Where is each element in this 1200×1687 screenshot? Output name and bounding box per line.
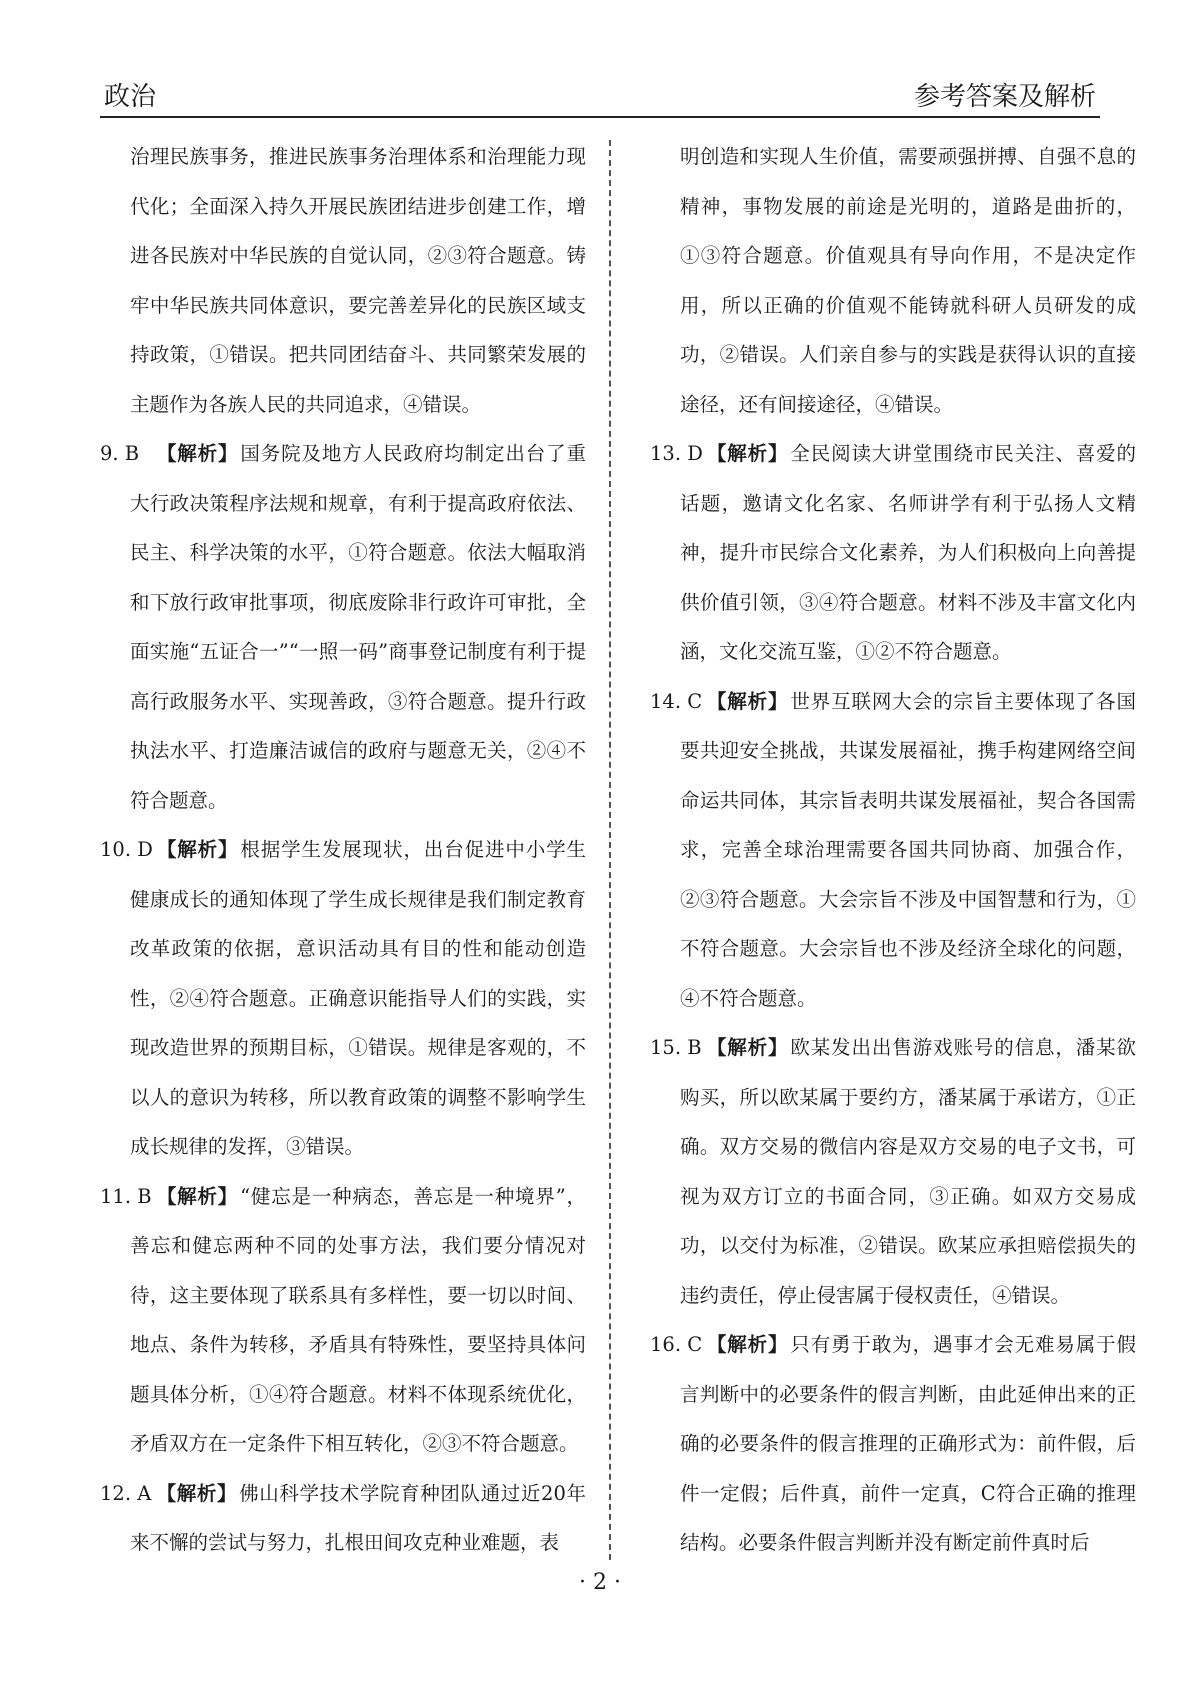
analysis-text: 国务院及地方人民政府均制定出台了重大行政决策程序法规和规章，有利于提高政府依法、民主、科学决策的水平，①符合题意。依法大幅取消和下放行政审批事项，彻底废除非行政许可审批，全面实施“五证合一”“一照一码”商事登记制度有利于提高行政服务水平、实现善政，③符合题意。提升行政执法水平、打造廉洁诚信的政府与题意无关，②④不符合题意。 — [130, 442, 586, 812]
answer-item-10 — [100, 825, 586, 1172]
analysis-text: 只有勇于敢为，遇事才会无难易属于假言判断中的必要条件的假言判断，由此延伸出来的正确的必要条件的假言推理的正确形式为：前件假，后件一定假；后件真，前件一定真，C符合正确的推理结构。必要条件假言判断并没有断定前件真时后 — [680, 1333, 1136, 1554]
continuation-paragraph: 明创造和实现人生价值，需要顽强拼搏、自强不息的精神，事物发展的前途是光明的，道路是曲折的，①③符合题意。价值观具有导向作用，不是决定作用，所以正确的价值观不能铸就科研人员研发的成功，②错误。人们亲自参与的实践是获得认识的直接途径，还有间接途径，④错误。 — [680, 145, 1136, 416]
question-number: 14. C — [650, 689, 703, 713]
analysis-tag: 【解析】 — [156, 1481, 238, 1505]
analysis-tag: 【解析】 — [156, 1184, 239, 1208]
analysis-text: “健忘是一种病态，善忘是一种境界”，善忘和健忘两种不同的处事方法，我们要分情况对待，这主要体现了联系具有多样性，要一切以时间、地点、条件为转移，矛盾具有特殊性，要坚持具体问题具体分析，①④符合题意。材料不体现系统优化，矛盾双方在一定条件下相互转化，②③不符合题意。 — [130, 1184, 586, 1455]
answer-item-9 — [100, 429, 586, 825]
answer-item-15 — [650, 1023, 1136, 1320]
analysis-tag: 【解析】 — [706, 689, 789, 713]
question-number: 12. A — [100, 1481, 152, 1505]
question-number: 9. B — [100, 442, 140, 465]
answer-item-11 — [100, 1172, 586, 1469]
question-number: 16. C — [650, 1333, 703, 1356]
analysis-tag: 【解析】 — [156, 838, 239, 861]
subject-title: 政治 — [104, 82, 157, 112]
answer-item-14 — [650, 677, 1136, 1024]
analysis-tag: 【解析】 — [156, 442, 239, 465]
answer-item-13 — [650, 429, 1136, 677]
question-number: 10. D — [100, 838, 153, 861]
question-number: 11. B — [100, 1184, 152, 1208]
right-column — [650, 132, 1136, 1568]
section-title: 参考答案及解析 — [913, 82, 1096, 112]
column-divider — [609, 140, 611, 1560]
analysis-tag: 【解析】 — [706, 442, 789, 465]
analysis-tag: 【解析】 — [706, 1333, 789, 1356]
analysis-text: 欧某发出出售游戏账号的信息，潘某欲购买，所以欧某属于要约方，潘某属于承诺方，①正确。双方交易的微信内容是双方交易的电子文书，可视为双方订立的书面合同，③正确。如双方交易成功，以交付为标准，②错误。欧某应承担赔偿损失的违约责任，停止侵害属于侵权责任，④错误。 — [680, 1036, 1136, 1307]
continuation-paragraph: 治理民族事务，推进民族事务治理体系和治理能力现代化；全面深入持久开展民族团结进步创建工作，增进各民族对中华民族的自觉认同，②③符合题意。铸牢中华民族共同体意识，要完善差异化的民族区域支持政策，①错误。把共同团结奋斗、共同繁荣发展的主题作为各族人民的共同追求，④错误。 — [130, 145, 586, 416]
answer-item-12 — [100, 1469, 586, 1568]
analysis-text: 全民阅读大讲堂围绕市民关注、喜爱的话题，邀请文化名家、名师讲学有利于弘扬人文精神，提升市民综合文化素养，为人们积极向上向善提供价值引领，③④符合题意。材料不涉及丰富文化内涵，文化交流互鉴，①②不符合题意。 — [680, 442, 1136, 663]
left-column — [100, 132, 586, 1568]
answer-item-16 — [650, 1320, 1136, 1568]
analysis-text: 佛山科学技术学院育种团队通过近20年来不懈的尝试与努力，扎根田间攻克种业难题，表 — [130, 1481, 586, 1554]
analysis-tag: 【解析】 — [706, 1036, 789, 1059]
question-number: 13. D — [650, 442, 703, 465]
page-header — [100, 70, 1100, 118]
analysis-text: 世界互联网大会的宗旨主要体现了各国要共迎安全挑战，共谋发展福祉，携手构建网络空间命运共同体，其宗旨表明共谋发展福祉，契合各国需求，完善全球治理需要各国共同协商、加强合作，②③符合题意。大会宗旨不涉及中国智慧和行为，①不符合题意。大会宗旨也不涉及经济全球化的问题，④不符合题意。 — [680, 689, 1136, 1010]
page-number: · 2 · — [579, 1570, 621, 1595]
analysis-text: 根据学生发展现状，出台促进中小学生健康成长的通知体现了学生成长规律是我们制定教育改革政策的依据，意识活动具有目的性和能动创造性，②④符合题意。正确意识能指导人们的实践，实现改造世界的预期目标，①错误。规律是客观的，不以人的意识为转移，所以教育政策的调整不影响学生成长规律的发挥，③错误。 — [130, 838, 586, 1158]
question-number: 15. B — [650, 1036, 702, 1059]
